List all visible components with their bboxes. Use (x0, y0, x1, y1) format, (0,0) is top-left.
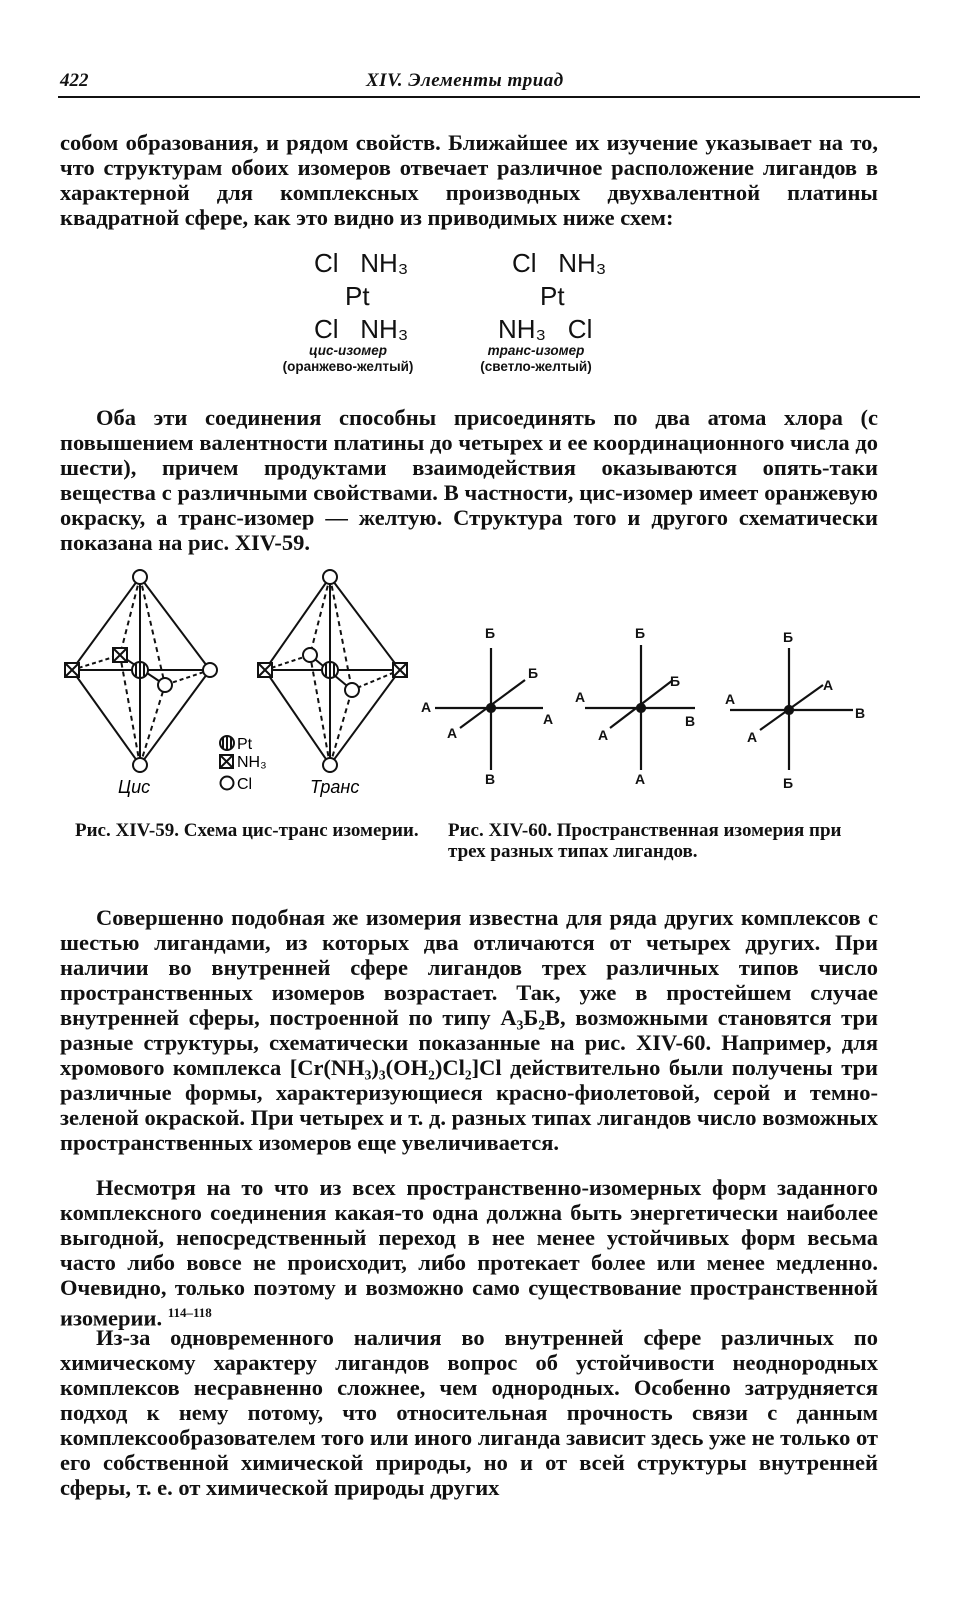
cis-octahedron (65, 570, 217, 772)
paragraph-3: Совершенно подобная же изомерия известна для ряда других комплексов с шестью лигандами, из которых два отличаются от четырех других. При наличии во внутренней сфере лигандов трех различных типов число пространственных изомеров возрастает. Так, уже в простейшем случае внутренней сферы, построенной по типу А₃Б₂В, возможными становятся три разные структуры, схематически показанные на рис. XIV-60. Например, для хромового комплекса [Cr(NH₃)₃(OH₂)Cl₂]Cl действительно были получены три различные формы, характеризующиеся красно-фиолетовой, серой и темно-зеленой окраской. При четырех и т. д. разных типах лигандов число возможных пространственных изомеров еще увеличивается. (60, 905, 878, 1155)
paragraph-5: Из-за одновременного наличия во внутренней сфере различных по химическому характеру лигандов вопрос об устойчивости неоднородных комплексов несравненно сложнее, чем однородных. Особенно затрудняется подход к нему потому, что относительная прочность связи с данным комплексообразователем того или иного лиганда зависит здесь уже не только от его собственной химической природы, но и от всей структуры внутренней сферы, т. е. от химической природы других (60, 1325, 878, 1500)
isomer-diagram-1 (435, 648, 543, 770)
intro-paragraph: собом образования, и рядом свойств. Ближайшее их изучение указывает на то, что структурам обоих изомеров отвечает различное расположение лигандов в характерной для комплексных производных двухвалентной платины квадратной сфере, как это видно из приводимых ниже схем: (60, 130, 878, 230)
legend-cl: Cl (237, 776, 253, 793)
d2-right-label: В (685, 713, 696, 729)
fig59-label-trans: Транс (310, 777, 360, 797)
d3-diag-bottom-label: А (747, 729, 758, 745)
cis-bottom-row: Cl NH₃ (314, 314, 409, 344)
paragraph-4-reference: 114–118 (167, 1305, 212, 1320)
running-title: XIV. Элементы триад (366, 70, 564, 91)
figure-59-caption: Рис. XIV-59. Схема цис-транс изомерии. (75, 820, 419, 841)
d1-left-label: А (421, 699, 432, 715)
page-number: 422 (60, 70, 89, 91)
isomer-diagram-3 (730, 648, 853, 770)
figure-60-caption: Рис. XIV-60. Пространственная изомерия при трех разных типах лигандов. (448, 820, 842, 862)
paragraph-2: Оба эти соединения способны присоединять по два атома хлора (с повышением валентности платины до четырех и ее координационного числа до шести), причем продуктами взаимодействия оказываются опять-таки вещества с различными свойствами. В частности, цис-изомер имеет оранжевую окраску, а транс-изомер — желтую. Структура того и другого схематически показана на рис. XIV-59. (60, 405, 878, 555)
cis-center: Pt (345, 281, 370, 311)
cis-name: цис-изомер (309, 343, 387, 358)
d1-bottom-label: В (485, 771, 496, 787)
page-header (58, 66, 920, 98)
d3-bottom-label: Б (783, 775, 794, 791)
d3-top-label: Б (783, 629, 794, 645)
figure-60 (415, 620, 890, 800)
paragraph-4-text: Несмотря на то что из всех пространственно-изомерных форм заданного комплексного соединения какая-то одна должна быть энергетически наиболее выгодной, непосредственный переход в нее менее устойчивых форм весьма часто либо вовсе не происходит, либо протекает более или менее медленно. Очевидно, только поэтому и возможно само существование пространственной изомерии. (60, 1175, 878, 1331)
trans-bottom-row: NH₃ Cl (498, 314, 593, 344)
d2-bottom-label: А (635, 771, 646, 787)
d3-diag-top-label: А (823, 677, 834, 693)
d1-top-label: Б (485, 625, 496, 641)
legend-nh3: NH₃ (237, 754, 267, 771)
d1-right-label: А (543, 711, 554, 727)
d2-diag-top-label: Б (670, 673, 681, 689)
d1-diag-top-label: Б (528, 665, 539, 681)
isomer-diagram-2 (585, 645, 695, 770)
d2-top-label: Б (635, 625, 646, 641)
d2-diag-bottom-label: А (598, 727, 609, 743)
trans-top-row: Cl NH₃ (512, 248, 607, 278)
d3-right-label: В (855, 705, 866, 721)
paragraph-4 (60, 1175, 878, 1331)
figure-59 (60, 565, 420, 810)
d2-left-label: А (575, 689, 586, 705)
cis-color-note: (оранжево-желтый) (282, 359, 414, 374)
d1-diag-bottom-label: А (447, 725, 458, 741)
legend-symbols (220, 736, 234, 790)
legend-pt: Pt (237, 736, 253, 753)
trans-name: транс-изомер (487, 343, 585, 358)
d3-left-label: А (725, 691, 736, 707)
trans-color-note: (светло-желтый) (480, 359, 592, 374)
trans-center: Pt (540, 281, 565, 311)
trans-octahedron (258, 570, 407, 772)
cis-top-row: Cl NH₃ (314, 248, 409, 278)
fig59-label-cis: Цис (118, 777, 151, 797)
